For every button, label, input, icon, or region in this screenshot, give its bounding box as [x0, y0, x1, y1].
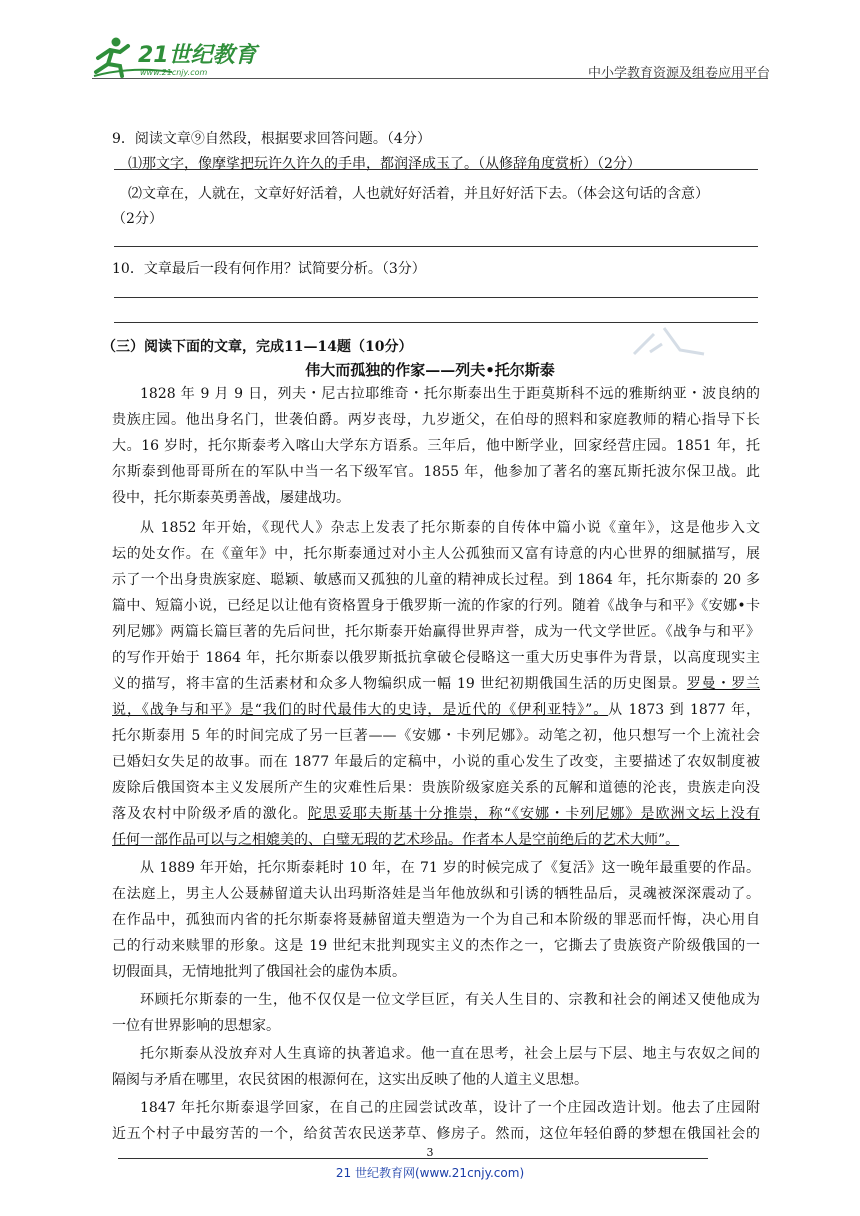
paragraph-2-line: 坛的处女作。在《童年》中，托尔斯泰通过对小主人公孤独而又富有诗意的内心世界的细腻描写，展 [112, 546, 760, 562]
underlined-quote-author: 罗曼・罗兰 [686, 676, 761, 692]
paragraph-3-line: 在作品中，孤独而内省的托尔斯泰将聂赫留道夫塑造为一个为自己和本阶级的罪恶而忏悔，决心用自 [112, 912, 760, 928]
paragraph-6-line: 近五个村子中最穷苦的一个，给贫苦农民送茅草、修房子。然而，这位年轻伯爵的梦想在俄国社会的 [112, 1126, 760, 1142]
question-9-part-1: ⑴那文字，像摩挲把玩许久许久的手串，都润泽成玉了。（从修辞角度赏析）（2分） [128, 156, 641, 172]
paragraph-2-text: 从 1873 到 1877 年， [608, 702, 761, 718]
paragraph-2-line: 从 1852 年开始，《现代人》杂志上发表了托尔斯泰的自传体中篇小说《童年》，这是他步入文 [140, 520, 760, 536]
paragraph-1-line: 贵族庄园。他出身名门，世袭伯爵。两岁丧母，九岁逝父，在伯母的照料和家庭教师的精心指导下长 [112, 412, 760, 428]
footer-divider [118, 1158, 708, 1159]
question-9: 9．阅读文章⑨自然段，根据要求回答问题。（4分） [112, 131, 431, 147]
watermark-stamp-icon [628, 314, 708, 362]
question-9-part-2: ⑵文章在，人就在，文章好好活着，人也就好好活着，并且好好活下去。（体会这句话的含意） [128, 186, 709, 202]
platform-name: 中小学教育资源及组卷应用平台 [587, 66, 770, 81]
section-title: （三）阅读下面的文章，完成11—14题（10分） [102, 339, 413, 355]
paragraph-2-text: 落及农村中阶级矛盾的激化。 [112, 806, 308, 822]
paragraph-2-line: 的写作开始于 1864 年，托尔斯泰以俄罗斯抵抗拿破仑侵略这一重大历史事件为背景，以高度现实主 [112, 650, 760, 666]
paragraph-4-line: 环顾托尔斯泰的一生，他不仅仅是一位文学巨匠，有关人生目的、宗教和社会的阐述又使他成为 [140, 992, 760, 1008]
paragraph-1-line: 大。16 岁时，托尔斯泰考入喀山大学东方语系。三年后，他中断学业，回家经营庄园。1851 年，托 [112, 438, 760, 454]
footer-site-link[interactable]: 21 世纪教育网(www.21cnjy.com) [335, 1166, 525, 1180]
paragraph-2-line-with-quote [112, 803, 760, 823]
article-title: 伟大而孤独的作家——列夫•托尔斯泰 [305, 361, 555, 379]
paragraph-4-line: 一位有世界影响的思想家。 [112, 1018, 280, 1034]
paragraph-5-line: 托尔斯泰从没放弃对人生真谛的执著追求。他一直在思考，社会上层与下层、地主与农奴之间的 [140, 1046, 760, 1062]
paragraph-2-line-with-quote [112, 673, 760, 693]
answer-line-9-2[interactable] [114, 246, 758, 247]
answer-line-9-1[interactable] [114, 169, 758, 170]
paragraph-2-line-with-quote [112, 699, 760, 719]
question-10: 10．文章最后一段有何作用？试简要分析。（3分） [112, 261, 426, 277]
page-header [0, 0, 860, 82]
paragraph-2-line-underlined [112, 829, 760, 849]
page-number: 3 [426, 1146, 434, 1159]
paragraph-2-line: 篇中、短篇小说，已经足以让他有资格置身于俄罗斯一流的作家的行列。随着《战争与和平》《安娜•卡 [112, 598, 760, 614]
paragraph-2-text: 义的描写，将丰富的生活素材和众多人物编织成一幅 19 世纪初期俄国生活的历史图景。 [112, 676, 687, 692]
paragraph-2-line: 已婚妇女失足的故事。而在 1877 年最后的定稿中，小说的重心发生了改变，主要描述了农奴制度被 [112, 754, 760, 770]
question-9-part-2-score: （2分） [112, 211, 163, 227]
paragraph-6-line: 1847 年托尔斯泰退学回家，在自己的庄园尝试改革，设计了一个庄园改造计划。他去了庄园附 [140, 1100, 760, 1116]
underlined-quote: 陀思妥耶夫斯基十分推崇，称“《安娜・卡列尼娜》是欧洲文坛上没有 [307, 806, 760, 822]
paragraph-1-line: 役中，托尔斯泰英勇善战，屡建战功。 [112, 490, 350, 506]
paragraph-3-line: 从 1889 年开始，托尔斯泰耗时 10 年，在 71 岁的时候完成了《复活》这一晚年最重要的作品。 [140, 860, 760, 876]
answer-line-10-1[interactable] [114, 297, 758, 298]
paragraph-2-line: 列尼娜》两篇长篇巨著的先后问世，托尔斯泰开始赢得世界声誉，成为一代文学世匠。《战争与和平》 [112, 624, 760, 640]
paragraph-1-line: 尔斯泰到他哥哥所在的军队中当一名下级军官。1855 年，他参加了著名的塞瓦斯托波尔保卫战。此 [112, 464, 760, 480]
paragraph-1-line: 1828 年 9 月 9 日，列夫・尼古拉耶维奇・托尔斯泰出生于距莫斯科不远的雅斯纳亚・波良纳的 [140, 386, 760, 402]
header-divider [92, 78, 768, 79]
paragraph-5-line: 隔阂与矛盾在哪里，农民贫困的根源何在，这实出反映了他的人道主义思想。 [112, 1072, 588, 1088]
paragraph-2-line: 示了一个出身贵族家庭、聪颖、敏感而又孤独的儿童的精神成长过程。到 1864 年，托尔斯泰的 20 多 [112, 572, 760, 588]
logo-text: 21世纪教育 [138, 43, 257, 68]
underlined-quote: 说，《战争与和平》是“我们的时代最伟大的史诗，是近代的《伊利亚特》”。 [112, 702, 609, 718]
paragraph-2-line: 托尔斯泰用 5 年的时间完成了另一巨著——《安娜・卡列尼娜》。动笔之初，他只想写一个上流社会 [112, 728, 760, 744]
paragraph-3-line: 己的行动来赎罪的形象。这是 19 世纪末批判现实主义的杰作之一，它撕去了贵族资产阶级俄国的一 [112, 938, 760, 954]
paragraph-3-line: 在法庭上，男主人公聂赫留道夫认出玛斯洛娃是当年他放纵和引诱的牺牲品后，灵魂被深深震动了。 [112, 886, 760, 902]
site-logo [92, 36, 267, 80]
paragraph-2-line: 废除后俄国资本主义发展所产生的灾难性后果：贵族阶级家庭关系的瓦解和道德的沦丧，贵族走向没 [112, 780, 760, 796]
underlined-quote: 任何一部作品可以与之相媲美的、白璧无瑕的艺术珍品。作者本人是空前绝后的艺术大师”。 [112, 832, 680, 848]
running-man-logo-icon [92, 36, 267, 80]
paragraph-3-line: 切假面具，无情地批判了俄国社会的虚伪本质。 [112, 964, 406, 980]
logo-url: www.21cnjy.com [140, 68, 208, 77]
